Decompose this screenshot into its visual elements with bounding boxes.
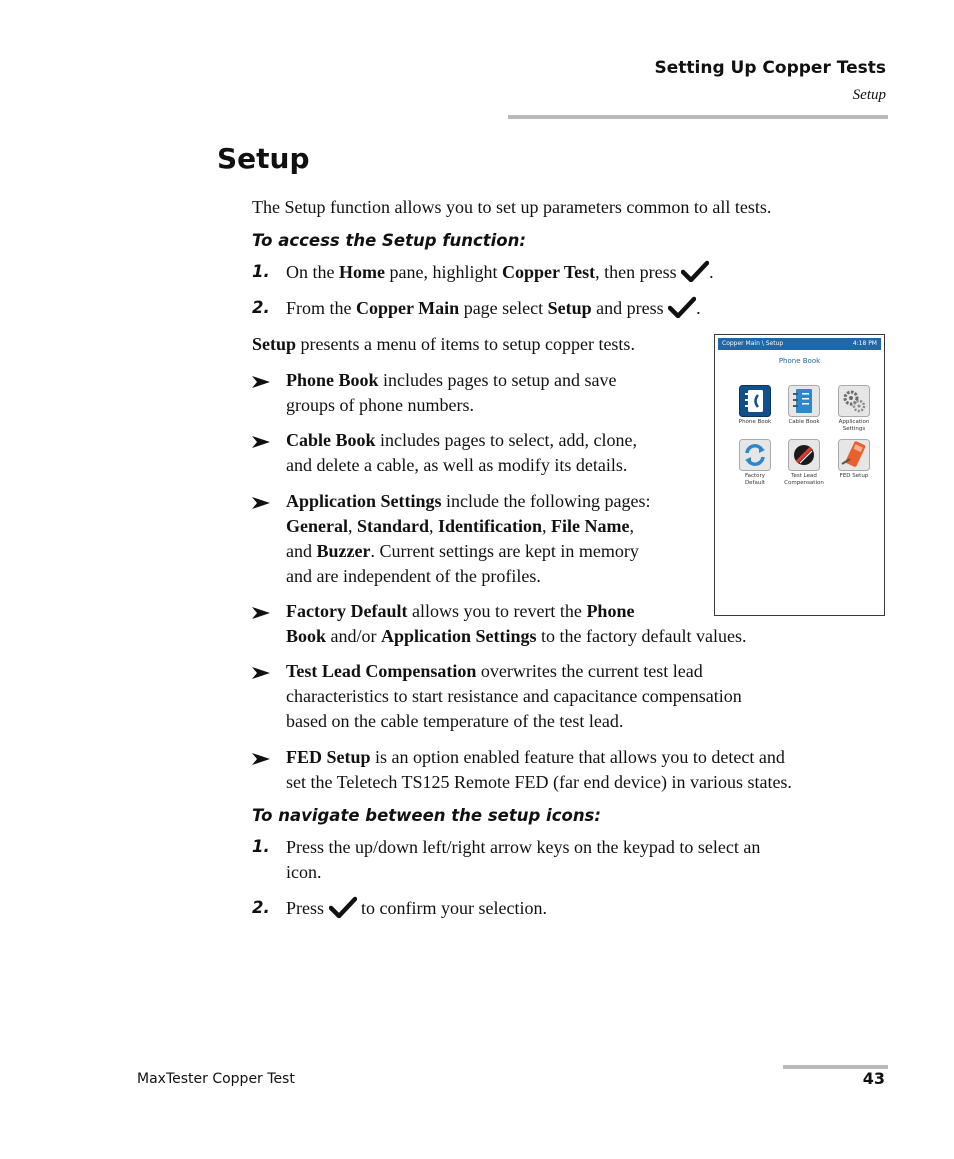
icon-label-line: Test Lead — [791, 473, 817, 479]
step-text: . — [709, 262, 714, 282]
bullet-application-settings — [286, 489, 650, 589]
step-number: 2. — [252, 898, 270, 917]
step-number: 2. — [252, 298, 270, 317]
nav-step-1-text — [286, 835, 760, 885]
running-header-chapter: Setting Up Copper Tests — [654, 58, 886, 78]
setup-screen-screenshot — [714, 334, 885, 616]
bullet-arrow-icon — [251, 752, 271, 766]
icon-label-line: Compensation — [784, 480, 824, 486]
step-text: From the — [286, 298, 356, 318]
text: and/or — [326, 626, 382, 646]
line — [286, 624, 746, 649]
line: icon. — [286, 862, 322, 882]
bold-term: Factory Default — [286, 601, 408, 621]
page-title: Setup — [217, 142, 310, 175]
line — [286, 368, 616, 393]
line — [286, 745, 792, 770]
step-number: 1. — [252, 262, 270, 281]
procedure-title-access: To access the Setup function: — [252, 231, 526, 250]
menu-intro — [252, 332, 635, 357]
test-lead-icon[interactable] — [788, 439, 820, 471]
line — [286, 599, 746, 624]
text: , — [629, 516, 634, 536]
bullet-phone-book — [286, 368, 616, 418]
bullet-cable-book — [286, 428, 637, 478]
text: Press — [286, 898, 329, 918]
bold-term: Cable Book — [286, 430, 376, 450]
line — [286, 659, 742, 684]
icon-label-line: Default — [744, 480, 766, 486]
bold-term: Buzzer — [316, 541, 371, 561]
checkmark-icon — [329, 896, 357, 918]
text: include the following pages: — [441, 491, 651, 511]
text: to the factory default values. — [536, 626, 747, 646]
bold-term: Setup — [252, 334, 297, 354]
text: , — [347, 516, 357, 536]
line — [286, 489, 650, 514]
icon-label — [828, 419, 880, 433]
icon-label-line: Phone Book — [738, 419, 772, 425]
line — [286, 428, 637, 453]
text: includes pages to setup and save — [378, 370, 617, 390]
icon-label-line: Factory — [744, 473, 766, 479]
text: is an option enabled feature that allows you to detect and — [370, 747, 785, 767]
bold-term: Test Lead Compensation — [286, 661, 477, 681]
step-text: On the — [286, 262, 339, 282]
checkmark-icon — [681, 260, 709, 282]
line: Press the up/down left/right arrow keys on the keypad to select an — [286, 837, 761, 857]
step-bold-term: Home — [339, 262, 385, 282]
line: set the Teletech TS125 Remote FED (far end device) in various states. — [286, 772, 792, 792]
line: characteristics to start resistance and capacitance compensation — [286, 686, 742, 706]
running-header-section: Setup — [852, 87, 886, 103]
step-text: , then press — [595, 262, 682, 282]
fed-icon[interactable] — [838, 439, 870, 471]
bullet-arrow-icon — [251, 606, 271, 620]
icon-label — [729, 473, 781, 487]
step-number: 1. — [252, 837, 270, 856]
step-bold-term: Setup — [547, 298, 592, 318]
icon-label-line: Cable Book — [788, 419, 820, 425]
line: and are independent of the profiles. — [286, 566, 541, 586]
step-text: . — [696, 298, 701, 318]
bullet-fed-setup — [286, 745, 792, 795]
bold-term: Application Settings — [286, 491, 442, 511]
text: presents a menu of items to setup copper tests. — [296, 334, 635, 354]
icon-label-line: Application — [838, 419, 870, 425]
line: groups of phone numbers. — [286, 395, 474, 415]
screen-title-bar — [718, 338, 881, 350]
icon-label — [778, 473, 830, 487]
step-text: pane, highlight — [384, 262, 502, 282]
bold-term: Application Settings — [381, 626, 537, 646]
text: . Current settings are kept in memory — [370, 541, 639, 561]
bold-term: Standard — [356, 516, 430, 536]
icon-label — [778, 419, 830, 426]
bold-term: General — [286, 516, 348, 536]
bullet-arrow-icon — [251, 666, 271, 680]
footer-product-name: MaxTester Copper Test — [137, 1071, 295, 1087]
text: and — [286, 541, 317, 561]
procedure-title-navigate: To navigate between the setup icons: — [252, 806, 601, 825]
bullet-arrow-icon — [251, 496, 271, 510]
header-rule — [508, 115, 888, 119]
icon-label — [828, 473, 880, 480]
text: , — [429, 516, 439, 536]
step-2-text — [286, 296, 701, 321]
icon-label — [729, 419, 781, 426]
step-bold-term: Copper Main — [356, 298, 460, 318]
cable-book-icon[interactable] — [788, 385, 820, 417]
selected-item-label: Phone Book — [778, 357, 821, 365]
text: to confirm your selection. — [356, 898, 547, 918]
line: based on the cable temperature of the test lead. — [286, 711, 624, 731]
checkmark-icon — [668, 296, 696, 318]
nav-step-2-text — [286, 896, 547, 921]
phone-book-icon[interactable] — [739, 385, 771, 417]
text: overwrites the current test lead — [476, 661, 703, 681]
page-number: 43 — [862, 1069, 885, 1088]
bullet-factory-default — [286, 599, 746, 649]
line — [286, 539, 650, 564]
text: allows you to revert the — [407, 601, 587, 621]
bold-term: Phone Book — [286, 370, 379, 390]
screen-breadcrumb: Copper Main \ Setup — [722, 340, 784, 347]
icon-label-line: Settings — [842, 426, 866, 432]
intro-paragraph: The Setup function allows you to set up parameters common to all tests. — [252, 197, 772, 217]
bullet-arrow-icon — [251, 375, 271, 389]
bold-term: FED Setup — [286, 747, 371, 767]
bullet-arrow-icon — [251, 435, 271, 449]
bullet-test-lead-compensation — [286, 659, 742, 734]
recycle-icon[interactable] — [739, 439, 771, 471]
text: includes pages to select, add, clone, — [375, 430, 637, 450]
bold-term: File Name — [551, 516, 630, 536]
bold-term: Phone — [586, 601, 635, 621]
line: and delete a cable, as well as modify its details. — [286, 455, 628, 475]
bold-term: Book — [286, 626, 327, 646]
line — [286, 514, 650, 539]
icon-label-line: FED Setup — [839, 473, 869, 479]
screen-clock: 4:18 PM — [852, 340, 877, 347]
step-text: page select — [459, 298, 548, 318]
step-bold-term: Copper Test — [501, 262, 596, 282]
step-text: and press — [591, 298, 669, 318]
bold-term: Identification — [438, 516, 543, 536]
step-1-text — [286, 260, 714, 285]
text: , — [542, 516, 552, 536]
gears-icon[interactable] — [838, 385, 870, 417]
